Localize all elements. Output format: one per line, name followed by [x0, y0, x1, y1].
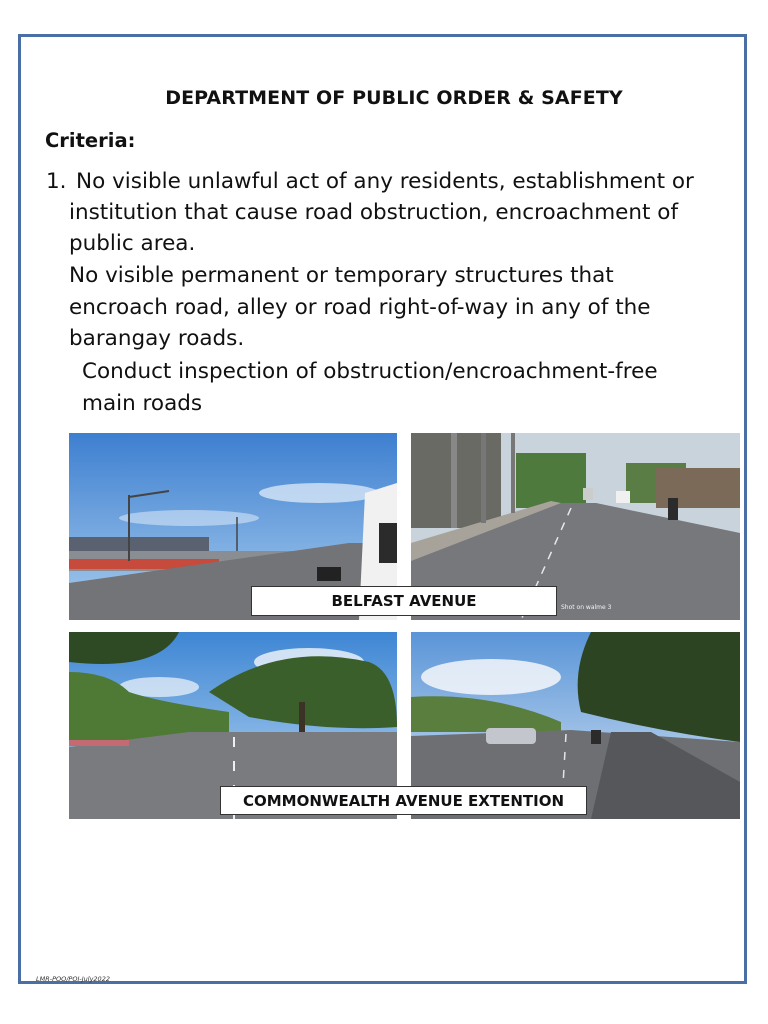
footer-code: LMR-POO/POI-July2022 — [36, 975, 110, 983]
criteria-line: main roads — [82, 391, 203, 416]
criteria-line: institution that cause road obstruction, encroachment of — [69, 200, 679, 225]
criteria-line: barangay roads. — [69, 326, 245, 351]
criteria-line: public area. — [69, 231, 196, 256]
photo-overlay-text: Shot on walme 3 — [561, 604, 612, 611]
document-title: DEPARTMENT OF PUBLIC ORDER & SAFETY — [165, 87, 623, 109]
criteria-line: No visible unlawful act of any residents, establishment or — [76, 169, 694, 194]
criteria-line: Conduct inspection of obstruction/encroachment-free — [82, 359, 658, 384]
caption-belfast-avenue: BELFAST AVENUE — [251, 586, 557, 616]
list-item-number: 1. — [46, 169, 67, 194]
criteria-line: encroach road, alley or road right-of-way in any of the — [69, 295, 651, 320]
criteria-heading: Criteria: — [45, 129, 136, 152]
criteria-line: No visible permanent or temporary structures that — [69, 263, 614, 288]
caption-commonwealth-avenue: COMMONWEALTH AVENUE EXTENTION — [220, 786, 587, 815]
